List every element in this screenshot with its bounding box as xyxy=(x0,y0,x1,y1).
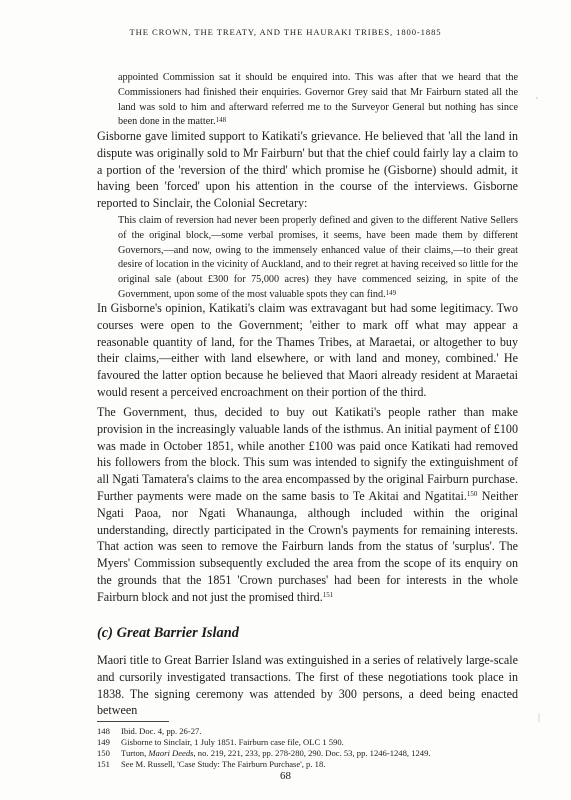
footnote-text: Gisborne to Sinclair, 1 July 1851. Fairburn case file, OLC 1 590. xyxy=(121,737,344,747)
footnote-ref-150: 150 xyxy=(466,489,478,498)
quote-1-text: appointed Commission sat it should be enquired into. This was after that we heard that the Commissioners had finished their enquiries. Governor Grey said that Mr Fairburn stated all the land was sold to him and afterward referred me to the Surveyor General but nothing has since been done in the matter. xyxy=(118,72,518,128)
footnote-number: 148 xyxy=(97,726,110,736)
footnote-number: 149 xyxy=(97,737,110,747)
section-heading: (c) Great Barrier Island xyxy=(97,625,239,641)
footnote-title-italic: Maori Deeds xyxy=(148,748,194,758)
footnote-151 xyxy=(97,759,518,770)
block-quote-1 xyxy=(118,71,518,130)
footnote-149 xyxy=(97,737,518,748)
page-number: 68 xyxy=(280,770,291,782)
footnote-text-pre: Turton, xyxy=(121,748,149,758)
footnote-text-post: , no. 219, 221, 233, pp. 278-280, 290. Doc. 53, pp. 1246-1248, 1249. xyxy=(193,748,431,758)
paragraph-1: Gisborne gave limited support to Katikati's grievance. He believed that 'all the land in dispute was originally sold to Mr Fairburn' but that the chief could fairly lay a claim to a portion of the 'reversion of the third' which promise he (Gisborne) should admit, it having been 'forced' upon his attention in the course of the interviews. Gisborne reported to Sinclair, the Colonial Secretary: xyxy=(97,129,518,211)
footnote-148 xyxy=(97,726,518,737)
footnote-ref-149: 149 xyxy=(385,288,397,297)
paragraph-2: In Gisborne's opinion, Katikati's claim was extravagant but had some legitimacy. Two courses were open to the Government; 'either to mark off what may appear a reasonable quantity of land, for the Thames Tribes, at Maraetai, or altogether to buy their claims,—either with land elsewhere, or with land and money, combined.' He favoured the latter option because he believed that Maori already resident at Maraetai would resent a perceived encroachment on their portion of the third. xyxy=(97,301,518,399)
footnote-text: See M. Russell, 'Case Study: The Fairburn Purchase', p. 18. xyxy=(121,759,326,769)
paragraph-3-part-1: The Government, thus, decided to buy out Katikati's people rather than make provision in the increasingly valuable lands of the isthmus. An initial payment of £100 was made in October 1851, while another £100 was paid once Katikati had removed his followers from the block. This sum was intended to signify the extinguishment of all Ngati Tamatera's claims to the area encompassed by the original Fairburn purchase. Further payments were made on the same basis to Te Akitai and Ngatitai. xyxy=(97,405,518,503)
footnote-number: 150 xyxy=(97,748,110,758)
footnote-text xyxy=(121,748,431,759)
footnote-number: 151 xyxy=(97,759,110,769)
footnotes xyxy=(97,726,518,770)
margin-mark: ' xyxy=(536,96,538,107)
quote-2-text: This claim of reversion had never been properly defined and given to the different Native Sellers of the original block,—some verbal promises, it seems, have been made them by different Governors,—and now, owing to the immensely enhanced value of their claims,—to their great desire of location in the vicinity of Auckland, and to their regret at having received so little for the original sale (about £300 for 75,000 acres) they have commenced seizing, in spite of the Government, upon some of the most valuable spots they can find. xyxy=(118,215,518,300)
block-quote-2 xyxy=(118,214,518,303)
running-head: THE CROWN, THE TREATY, AND THE HAURAKI TRIBES, 1800-1885 xyxy=(129,27,442,37)
footnote-150 xyxy=(97,748,518,759)
paragraph-3 xyxy=(97,404,518,606)
footnote-ref-151: 151 xyxy=(322,590,334,599)
paragraph-4: Maori title to Great Barrier Island was extinguished in a series of relatively large-scale and cursorily investigated transactions. The first of these negotiations took place in 1838. The signing ceremony was attended by 300 persons, a deed being enacted between xyxy=(97,653,518,718)
margin-mark: | xyxy=(538,712,541,723)
footnote-ref-148: 148 xyxy=(215,116,227,125)
footnote-rule xyxy=(97,721,169,722)
footnote-text: Ibid. Doc. 4, pp. 26-27. xyxy=(121,726,202,736)
paragraph-3-part-2: Neither Ngati Paoa, nor Ngati Whanaunga, although included within the original understanding, directly participated in the Crown's payments for remaining interests. That action was seen to remove the Fairburn lands from the status of 'surplus'. The Myers' Commission subsequently excluded the area from the scope of its enquiry on the grounds that the 1851 'Crown purchases' had been for interests in the whole Fairburn block and not just the promised third. xyxy=(97,488,518,604)
